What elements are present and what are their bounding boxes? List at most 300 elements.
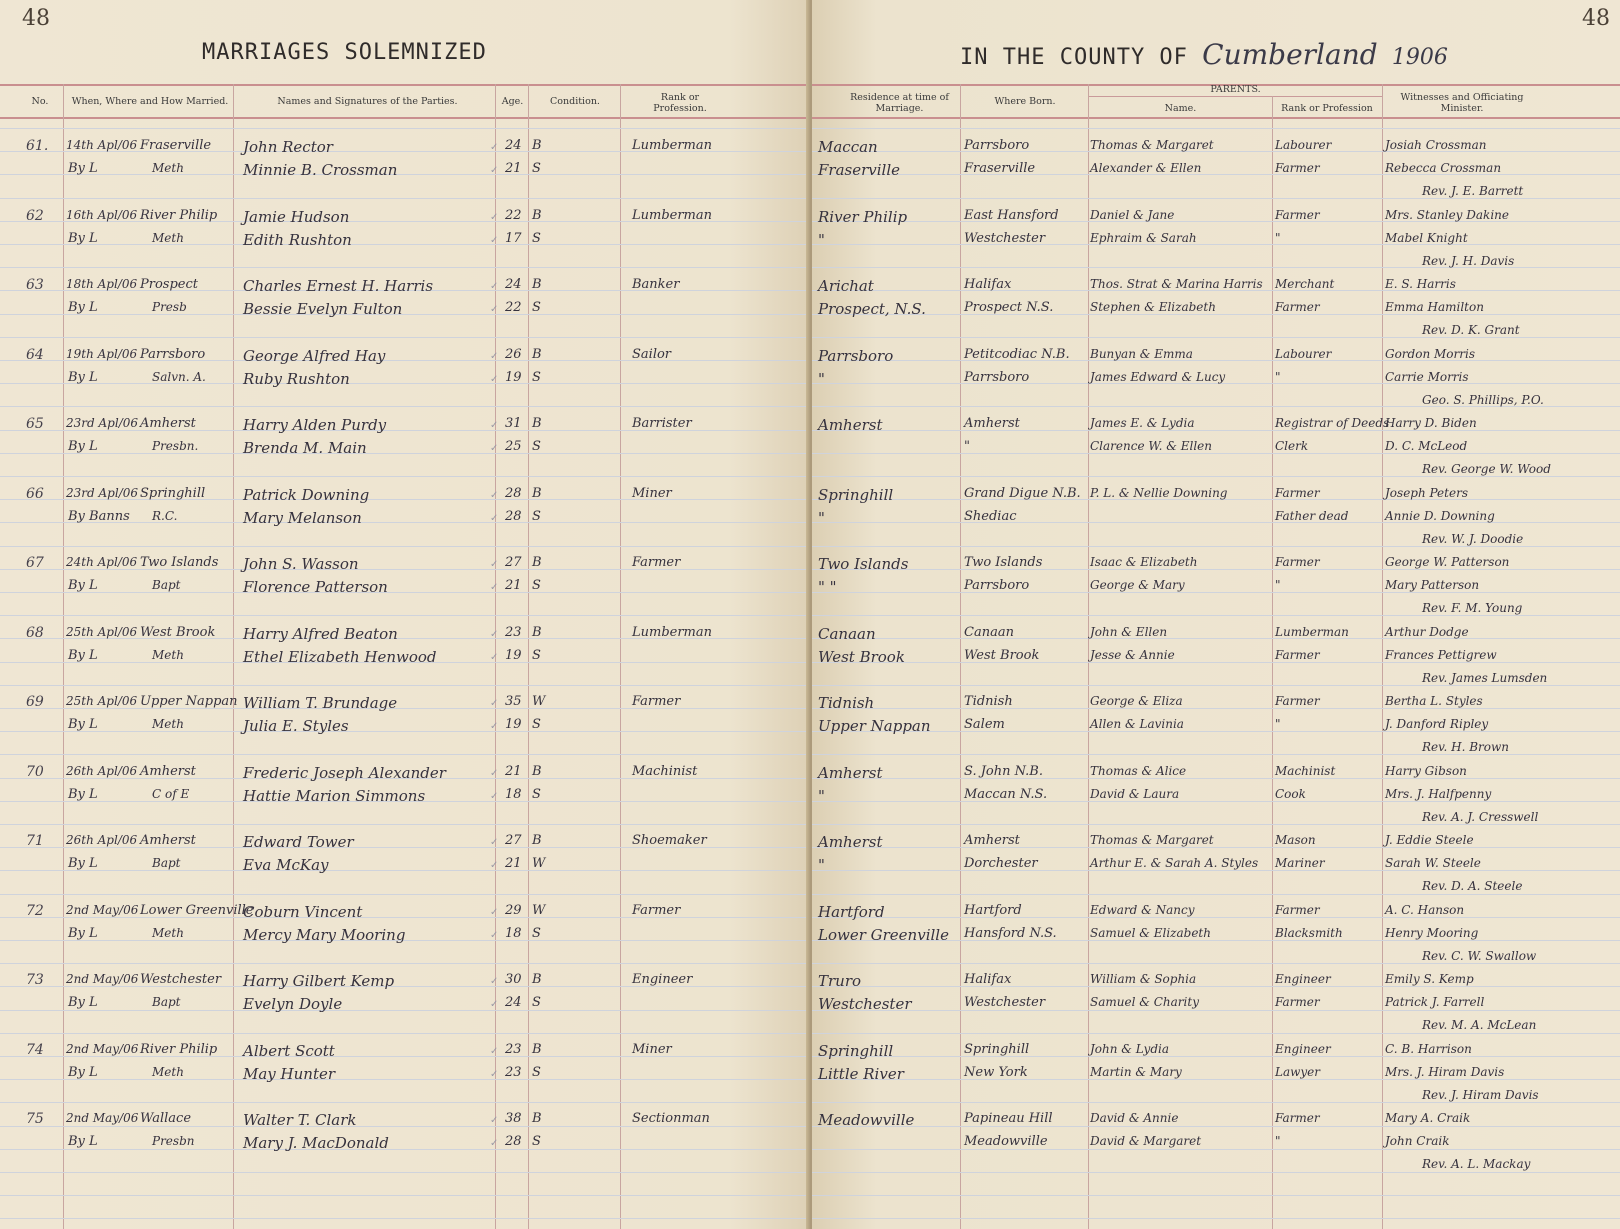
bride-parents: Arthur E. & Sarah A. Styles (1090, 856, 1259, 870)
witness-1: Bertha L. Styles (1385, 694, 1483, 708)
col-divider (63, 84, 64, 1229)
groom-name: Edward Tower (243, 833, 354, 851)
groom-parents: William & Sophia (1090, 972, 1197, 986)
groom-birthplace: Hartford (964, 902, 1022, 918)
check-mark-icon: ✓ (490, 906, 499, 918)
ruled-line (812, 128, 1620, 129)
marriage-date: 19th Apl/06 (66, 346, 138, 361)
groom-father-rank: Farmer (1275, 555, 1320, 569)
denomination: Presbn (152, 1134, 195, 1148)
denomination: Meth (152, 161, 184, 175)
groom-age: 27 (505, 833, 522, 848)
col-divider (233, 84, 234, 1229)
groom-profession: Engineer (632, 972, 693, 987)
marriage-place: Amherst (140, 416, 196, 431)
officiating-minister: Rev. D. K. Grant (1422, 323, 1520, 337)
marriage-place: Westchester (140, 972, 222, 987)
bride-birthplace: Hansford N.S. (964, 925, 1057, 941)
groom-parents: Thos. Strat & Marina Harris (1090, 277, 1263, 291)
bride-parents: Clarence W. & Ellen (1090, 439, 1213, 453)
bride-parents: Samuel & Elizabeth (1090, 925, 1211, 940)
check-mark-icon: ✓ (490, 281, 499, 292)
marriage-place: Amherst (140, 833, 196, 848)
groom-father-rank: Merchant (1275, 277, 1335, 291)
groom-parents: James E. & Lydia (1090, 416, 1195, 430)
check-mark-icon: ✓ (490, 489, 499, 501)
header-no: No. (31, 96, 49, 107)
ruled-line (812, 1102, 1620, 1103)
witness-2: Frances Pettigrew (1385, 647, 1497, 662)
officiating-minister: Rev. James Lumsden (1422, 670, 1548, 685)
ruled-line (0, 685, 810, 686)
entry-number: 61. (26, 138, 49, 154)
header-when-where: When, Where and How Married. (71, 96, 229, 107)
header-residence: Residence at time of Marriage. (850, 92, 949, 114)
check-mark-icon: ✓ (490, 350, 499, 362)
ruled-line (812, 1033, 1620, 1034)
groom-condition: B (532, 972, 542, 987)
groom-birthplace: Canaan (964, 624, 1014, 640)
entry-number: 65 (26, 416, 44, 432)
groom-father-rank: Farmer (1275, 902, 1320, 917)
check-mark-icon: ✓ (490, 512, 499, 524)
groom-residence: Springhill (818, 485, 894, 504)
col-divider (528, 84, 529, 1229)
groom-name: Harry Alden Purdy (243, 416, 387, 434)
header-bottom-rule (0, 117, 810, 119)
header-names: Names and Signatures of the Parties. (277, 96, 458, 107)
denomination: Bapt (152, 578, 181, 592)
bride-father-rank: Mariner (1275, 856, 1325, 870)
groom-condition: B (532, 485, 542, 501)
ruled-line (812, 546, 1620, 547)
header-condition: Condition. (550, 96, 600, 107)
ruled-line (812, 615, 1620, 616)
officiating-minister: Rev. C. W. Swallow (1422, 948, 1537, 963)
witness-2: Mary Patterson (1385, 578, 1480, 592)
header-top-rule (0, 84, 810, 86)
marriage-method: By L (68, 230, 98, 246)
bride-parents: James Edward & Lucy (1090, 369, 1226, 384)
marriage-date: 24th Apl/06 (66, 555, 138, 569)
bride-residence: " (818, 369, 825, 388)
groom-profession: Farmer (632, 694, 681, 709)
ruled-line (812, 314, 1620, 315)
groom-birthplace: Amherst (964, 416, 1020, 431)
marriage-date: 14th Apl/06 (66, 138, 138, 152)
marriage-date: 25th Apl/06 (66, 694, 138, 708)
bride-condition: S (532, 578, 541, 593)
check-mark-icon: ✓ (490, 443, 499, 454)
bride-name: Brenda M. Main (243, 439, 367, 457)
groom-profession: Shoemaker (632, 833, 707, 848)
groom-father-rank: Lumberman (1275, 624, 1349, 639)
groom-father-rank: Labourer (1275, 346, 1332, 361)
bride-name: Evelyn Doyle (243, 995, 343, 1013)
bride-residence: " (818, 508, 825, 527)
witness-1: A. C. Hanson (1385, 902, 1465, 917)
ruled-line (812, 731, 1620, 732)
bride-father-rank: Farmer (1275, 995, 1320, 1009)
ruled-line (0, 1010, 810, 1011)
groom-name: John Rector (243, 138, 333, 156)
witness-2: Mabel Knight (1385, 230, 1468, 245)
marriage-place: Parrsboro (140, 346, 206, 362)
groom-name: Coburn Vincent (243, 902, 363, 921)
groom-residence: Springhill (818, 1041, 894, 1060)
bride-condition: S (532, 925, 541, 941)
groom-parents: Bunyan & Emma (1090, 346, 1193, 361)
ruled-line (812, 638, 1620, 639)
ruled-line (0, 128, 810, 129)
groom-residence: Meadowville (818, 1111, 915, 1129)
ruled-line (0, 1033, 810, 1034)
groom-name: Frederic Joseph Alexander (243, 763, 446, 782)
bride-residence: Fraserville (818, 161, 901, 179)
ruled-line (0, 754, 810, 755)
groom-profession: Lumberman (632, 624, 713, 640)
bride-name: Hattie Marion Simmons (243, 786, 426, 805)
check-mark-icon: ✓ (490, 582, 499, 593)
bride-parents: Allen & Lavinia (1090, 717, 1184, 731)
ruled-line (0, 244, 810, 245)
bride-residence: " " (818, 578, 837, 596)
groom-condition: B (532, 277, 542, 292)
entry-number: 72 (26, 902, 44, 919)
ruled-line (0, 963, 810, 964)
bride-name: Mercy Mary Mooring (243, 925, 406, 944)
groom-residence: Hartford (818, 902, 885, 921)
bride-age: 24 (505, 995, 522, 1010)
check-mark-icon: ✓ (490, 1045, 499, 1057)
marriage-method: By L (68, 161, 98, 176)
bride-condition: S (532, 1064, 541, 1080)
check-mark-icon: ✓ (490, 142, 499, 153)
groom-father-rank: Engineer (1275, 1041, 1331, 1056)
bride-birthplace: Prospect N.S. (964, 300, 1054, 315)
denomination: Meth (152, 1064, 184, 1079)
check-mark-icon: ✓ (490, 420, 499, 431)
marriage-place: Amherst (140, 763, 196, 779)
groom-profession: Lumberman (632, 138, 713, 153)
ruled-line (0, 1195, 810, 1196)
groom-condition: B (532, 1111, 542, 1126)
ruled-line (0, 592, 810, 593)
ruled-line (812, 662, 1620, 663)
entry-number: 67 (26, 555, 44, 571)
groom-name: Charles Ernest H. Harris (243, 277, 434, 295)
groom-name: William T. Brundage (243, 694, 398, 712)
marriage-method: By L (68, 369, 98, 385)
groom-name: Walter T. Clark (243, 1111, 357, 1129)
ruled-line (812, 453, 1620, 454)
groom-parents: George & Eliza (1090, 694, 1183, 708)
marriage-place: Wallace (140, 1111, 192, 1126)
bride-age: 21 (505, 161, 522, 176)
bride-age: 25 (505, 439, 522, 454)
groom-name: Patrick Downing (243, 485, 370, 504)
bride-condition: S (532, 508, 541, 524)
ruled-line (812, 801, 1620, 802)
officiating-minister: Rev. George W. Wood (1422, 462, 1551, 476)
bride-father-rank: " (1275, 717, 1281, 731)
ruled-line (812, 894, 1620, 895)
groom-residence: Tidnish (818, 694, 875, 712)
ruled-line (0, 383, 810, 384)
bride-condition: S (532, 647, 541, 663)
check-mark-icon: ✓ (490, 559, 499, 570)
ruled-line (812, 244, 1620, 245)
groom-condition: W (532, 694, 546, 709)
bride-father-rank: " (1275, 230, 1281, 245)
header-where-born: Where Born. (994, 96, 1056, 107)
marriage-method: By L (68, 1064, 98, 1080)
bride-age: 28 (505, 508, 522, 524)
bride-name: Ruby Rushton (243, 369, 350, 388)
groom-birthplace: Two Islands (964, 555, 1043, 570)
groom-age: 22 (505, 207, 522, 223)
marriage-method: By L (68, 856, 98, 871)
marriage-place: West Brook (140, 624, 216, 640)
denomination: R.C. (152, 508, 178, 523)
check-mark-icon: ✓ (490, 837, 499, 848)
ruled-line (812, 917, 1620, 918)
bride-parents: Martin & Mary (1090, 1064, 1182, 1079)
marriage-date: 2nd May/06 (66, 1041, 139, 1056)
denomination: Presbn. (152, 439, 199, 453)
marriage-date: 2nd May/06 (66, 902, 139, 917)
groom-residence: Two Islands (818, 555, 909, 573)
marriage-method: By L (68, 439, 98, 454)
col-divider (1088, 84, 1089, 1229)
marriage-method: By L (68, 786, 98, 802)
entry-number: 62 (26, 207, 44, 224)
bride-condition: S (532, 786, 541, 802)
denomination: Meth (152, 717, 184, 731)
entry-number: 75 (26, 1111, 44, 1127)
ruled-line (812, 1195, 1620, 1196)
witness-1: Mrs. Stanley Dakine (1385, 207, 1509, 222)
groom-residence: Amherst (818, 763, 883, 782)
entry-number: 69 (26, 694, 44, 710)
officiating-minister: Rev. D. A. Steele (1422, 879, 1523, 893)
groom-parents: Daniel & Jane (1090, 207, 1175, 222)
bride-father-rank: Lawyer (1275, 1064, 1321, 1079)
witness-2: J. Danford Ripley (1385, 717, 1489, 731)
groom-residence: Truro (818, 972, 862, 990)
bride-residence: West Brook (818, 647, 905, 666)
denomination: Meth (152, 925, 184, 940)
groom-profession: Sailor (632, 346, 672, 362)
denomination: Bapt (152, 856, 181, 870)
bride-birthplace: Maccan N.S. (964, 786, 1048, 802)
bride-condition: S (532, 300, 541, 315)
bride-condition: S (532, 161, 541, 176)
check-mark-icon: ✓ (490, 1115, 499, 1126)
check-mark-icon: ✓ (490, 165, 499, 176)
ruled-line (0, 453, 810, 454)
groom-condition: B (532, 555, 542, 570)
groom-parents: Thomas & Margaret (1090, 833, 1214, 847)
marriage-method: By L (68, 647, 98, 663)
groom-residence: Amherst (818, 833, 883, 851)
ruled-line (812, 754, 1620, 755)
bride-name: Mary Melanson (243, 508, 362, 527)
officiating-minister: Rev. J. E. Barrett (1422, 184, 1524, 198)
groom-residence: Canaan (818, 624, 876, 643)
marriage-method: By L (68, 1134, 98, 1149)
header-age: Age. (501, 96, 524, 107)
groom-residence: Parrsboro (818, 346, 894, 365)
groom-condition: B (532, 346, 542, 362)
groom-father-rank: Engineer (1275, 972, 1331, 986)
groom-condition: B (532, 207, 542, 223)
title-prefix: IN THE COUNTY OF (960, 45, 1188, 70)
ruled-line (0, 267, 810, 268)
bride-residence: " (818, 856, 825, 874)
entry-number: 66 (26, 485, 44, 502)
check-mark-icon: ✓ (490, 651, 499, 663)
groom-profession: Banker (632, 277, 680, 292)
check-mark-icon: ✓ (490, 929, 499, 941)
bride-father-rank: Cook (1275, 786, 1306, 801)
bride-name: Florence Patterson (243, 578, 388, 596)
marriage-method: By L (68, 578, 98, 593)
ruled-line (0, 1149, 810, 1150)
bride-parents: George & Mary (1090, 578, 1185, 592)
check-mark-icon: ✓ (490, 721, 499, 732)
witness-2: Sarah W. Steele (1385, 856, 1481, 870)
bride-birthplace: Parrsboro (964, 578, 1030, 593)
check-mark-icon: ✓ (490, 373, 499, 385)
witness-1: Harry D. Biden (1385, 416, 1477, 430)
groom-birthplace: Petitcodiac N.B. (964, 346, 1070, 362)
ruled-line (0, 314, 810, 315)
groom-profession: Miner (632, 1041, 672, 1057)
officiating-minister: Rev. M. A. McLean (1422, 1018, 1537, 1032)
bride-birthplace: " (964, 439, 970, 454)
groom-birthplace: Parrsboro (964, 138, 1030, 153)
officiating-minister: Rev. A. J. Cresswell (1422, 809, 1539, 824)
groom-birthplace: Amherst (964, 833, 1020, 848)
ruled-line (812, 870, 1620, 871)
bride-birthplace: Parrsboro (964, 369, 1030, 385)
ruled-line (812, 1218, 1620, 1219)
bride-name: Minnie B. Crossman (243, 161, 398, 179)
marriage-method: By L (68, 300, 98, 315)
marriage-place: Springhill (140, 485, 206, 501)
ruled-line (0, 894, 810, 895)
check-mark-icon: ✓ (490, 999, 499, 1010)
groom-residence: Maccan (818, 138, 878, 156)
groom-parents: David & Annie (1090, 1111, 1179, 1125)
groom-birthplace: Halifax (964, 972, 1012, 987)
witness-2: Patrick J. Farrell (1385, 995, 1485, 1009)
marriage-method: By Banns (68, 508, 130, 524)
marriage-place: River Philip (140, 207, 218, 223)
groom-father-rank: Labourer (1275, 138, 1332, 152)
groom-age: 26 (505, 346, 522, 362)
bride-residence: " (818, 230, 825, 249)
witness-2: Rebecca Crossman (1385, 161, 1502, 175)
groom-condition: B (532, 416, 542, 431)
ruled-line (0, 731, 810, 732)
marriage-date: 2nd May/06 (66, 1111, 139, 1125)
denomination: Salvn. A. (152, 369, 206, 384)
ruled-line (812, 476, 1620, 477)
bride-parents: Ephraim & Sarah (1090, 230, 1197, 245)
ruled-line (0, 198, 810, 199)
bride-parents: Jesse & Annie (1090, 647, 1175, 662)
bride-parents: Stephen & Elizabeth (1090, 300, 1216, 314)
witness-1: Emily S. Kemp (1385, 972, 1474, 986)
groom-profession: Machinist (632, 763, 698, 779)
groom-father-rank: Farmer (1275, 1111, 1320, 1125)
witness-1: Gordon Morris (1385, 346, 1475, 361)
bride-name: Bessie Evelyn Fulton (243, 300, 403, 318)
groom-birthplace: S. John N.B. (964, 763, 1043, 779)
bride-name: May Hunter (243, 1064, 336, 1083)
bride-father-rank: Farmer (1275, 161, 1320, 175)
groom-condition: B (532, 624, 542, 640)
witness-1: C. B. Harrison (1385, 1041, 1472, 1056)
bride-birthplace: New York (964, 1064, 1028, 1080)
groom-parents: John & Lydia (1090, 1041, 1170, 1056)
groom-age: 24 (505, 138, 522, 153)
groom-age: 24 (505, 277, 522, 292)
groom-age: 28 (505, 485, 522, 501)
county-name: Cumberland (1202, 38, 1378, 71)
groom-father-rank: Machinist (1275, 763, 1336, 778)
groom-profession: Barrister (632, 416, 692, 431)
entry-number: 74 (26, 1041, 44, 1058)
col-divider (960, 84, 961, 1229)
officiating-minister: Rev. J. H. Davis (1422, 253, 1515, 268)
bride-parents: Alexander & Ellen (1090, 161, 1202, 175)
groom-name: Albert Scott (243, 1041, 335, 1060)
page-number: 48 (1582, 6, 1610, 31)
denomination: Presb (152, 300, 187, 314)
officiating-minister: Rev. H. Brown (1422, 740, 1509, 754)
groom-age: 29 (505, 902, 522, 918)
bride-birthplace: Westchester (964, 995, 1046, 1010)
groom-birthplace: Halifax (964, 277, 1012, 292)
ruled-line (812, 685, 1620, 686)
groom-age: 27 (505, 555, 522, 570)
witness-1: E. S. Harris (1385, 277, 1456, 291)
entry-number: 68 (26, 624, 44, 641)
ruled-line (812, 1056, 1620, 1057)
bride-birthplace: Fraserville (964, 161, 1036, 176)
ruled-line (0, 174, 810, 175)
witness-1: Mary A. Craik (1385, 1111, 1471, 1125)
bride-age: 19 (505, 717, 522, 732)
groom-name: John S. Wasson (243, 555, 359, 573)
ruled-line (812, 592, 1620, 593)
bride-age: 21 (505, 578, 522, 593)
witness-1: Harry Gibson (1385, 763, 1467, 778)
bride-birthplace: Dorchester (964, 856, 1038, 871)
ruled-line (812, 708, 1620, 709)
ruled-line (0, 1102, 810, 1103)
groom-condition: B (532, 1041, 542, 1057)
groom-father-rank: Farmer (1275, 207, 1320, 222)
bride-residence: Prospect, N.S. (818, 300, 926, 318)
witness-2: Henry Mooring (1385, 925, 1479, 940)
groom-profession: Farmer (632, 902, 681, 918)
groom-age: 35 (505, 694, 522, 709)
ruled-line (812, 522, 1620, 523)
